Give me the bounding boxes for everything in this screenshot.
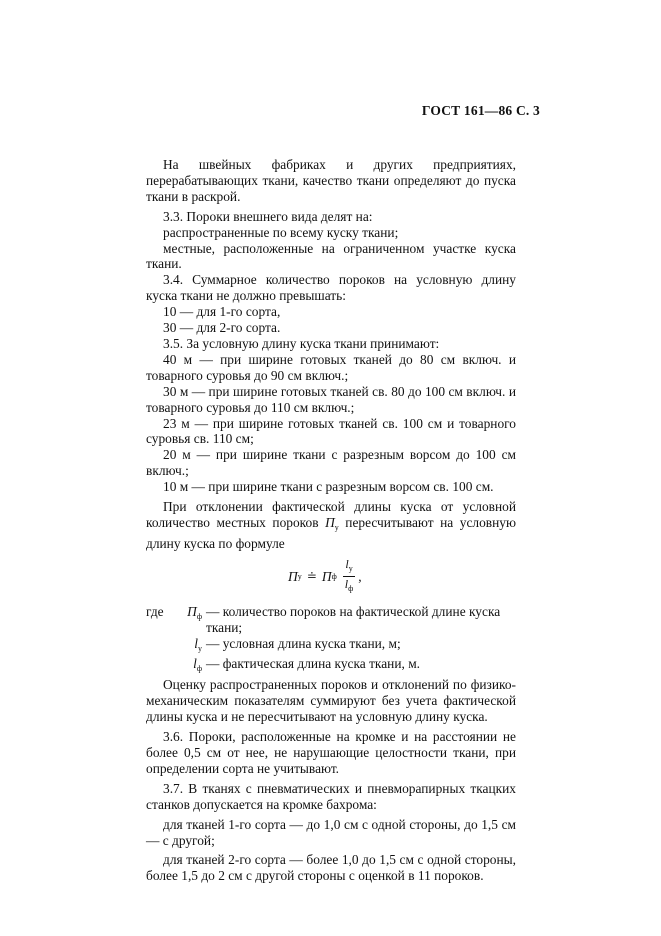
list-item: 20 м — при ширине ткани с разрезным ворсом до 100 см включ.;: [146, 447, 516, 479]
paragraph: 3.6. Пороки, расположенные на кромке и на расстоянии не более 0,5 см от нее, не нарушающие целостности ткани, при определении сорта не учитывают.: [146, 729, 516, 776]
where-row: [146, 604, 516, 636]
page-header: ГОСТ 161—86 С. 3: [421, 103, 540, 118]
where-symbol: [182, 656, 206, 677]
list-item: 23 м — при ширине готовых тканей св. 100 см и товарного суровья св. 110 см;: [146, 415, 516, 447]
list-item: 30 — для 2-го сорта.: [163, 320, 281, 336]
where-text: — условная длина куска ткани, м;: [206, 635, 401, 651]
recount-text-before: При отклонении фактической длины куска от условной количество местных пороков: [146, 499, 516, 530]
formula-tail: ,: [358, 568, 362, 584]
recount-symbol-sub: у: [334, 522, 339, 532]
paragraph: Оценку распространенных пороков и отклонений по физико-механическим показателям суммируют без учета фактической длины куска и не пересчитывают на условную длину куска.: [146, 677, 516, 725]
where-lead: [146, 656, 182, 677]
recount-formula: [288, 557, 516, 594]
paragraph: На швейных фабриках и других предприятиях, перерабатывающих ткани, качество ткани определяют до пуска ткани в раскрой.: [146, 157, 516, 204]
formula-rhs-sub: ф: [331, 571, 337, 581]
where-text: — количество пороков на фактической длине куска ткани;: [206, 603, 501, 635]
where-sym-main: l: [193, 656, 197, 672]
numerator-symbol: l: [345, 557, 349, 572]
where-row: [146, 656, 516, 677]
where-sym-sub: ф: [196, 611, 202, 621]
denominator-sub: ф: [348, 584, 354, 594]
list-item: 40 м — при ширине готовых тканей до 80 см включ. и товарного суровья до 90 см включ.;: [146, 351, 516, 383]
where-lead: где: [146, 603, 164, 619]
recount-symbol: П: [325, 514, 335, 530]
where-sym-main: l: [194, 635, 198, 651]
where-sym-sub: ф: [196, 664, 202, 674]
where-text: — фактическая длина куска ткани, м.: [206, 656, 421, 672]
where-sym-main: П: [187, 603, 197, 619]
where-lead: [146, 636, 182, 657]
paragraph: 3.4. Суммарное количество пороков на условную длину куска ткани не должно превышать:: [146, 272, 516, 304]
numerator-sub: у: [348, 564, 353, 574]
formula-rhs: П: [321, 568, 332, 584]
denominator-symbol: l: [344, 577, 349, 592]
where-symbol: [182, 604, 206, 636]
formula-denominator: [343, 577, 356, 595]
formula-numerator: [343, 558, 354, 577]
recount-paragraph: [146, 499, 516, 552]
list-item: 10 м — при ширине ткани с разрезным ворсом св. 100 см.: [163, 479, 494, 495]
where-sym-sub: у: [198, 643, 202, 653]
recount-text-after: пересчитывают на условную длину куска по формуле: [146, 514, 516, 551]
list-item: для тканей 2-го сорта — более 1,0 до 1,5 см с одной стороны, более 1,5 до 2 см с другой стороны с оценкой в 11 пороков.: [146, 852, 516, 884]
formula-fraction: [343, 558, 356, 595]
paragraph: 3.7. В тканях с пневматических и пневморапирных ткацких станков допускается на кромке бахрома:: [146, 780, 516, 812]
list-item: для тканей 1-го сорта — до 1,0 см с одной стороны, до 1,5 см — с другой;: [146, 816, 516, 848]
formula-operator: ≐: [306, 568, 317, 583]
where-symbol: [182, 636, 206, 657]
list-item: 30 м — при ширине готовых тканей св. 80 до 100 см включ. и товарного суровья до 110 см включ.;: [146, 383, 516, 415]
list-item: 10 — для 1-го сорта,: [163, 304, 281, 320]
paragraph: местные, расположенные на ограниченном участке куска ткани.: [146, 240, 516, 272]
formula-lhs: П: [288, 568, 298, 584]
paragraph: распространенные по всему куску ткани;: [163, 224, 399, 240]
formula-lhs-sub: у: [297, 571, 302, 581]
paragraph: 3.5. За условную длину куска ткани принимают:: [163, 335, 440, 351]
document-body: [146, 157, 516, 884]
where-row: [146, 636, 516, 657]
paragraph: 3.3. Пороки внешнего вида делят на:: [163, 208, 373, 224]
